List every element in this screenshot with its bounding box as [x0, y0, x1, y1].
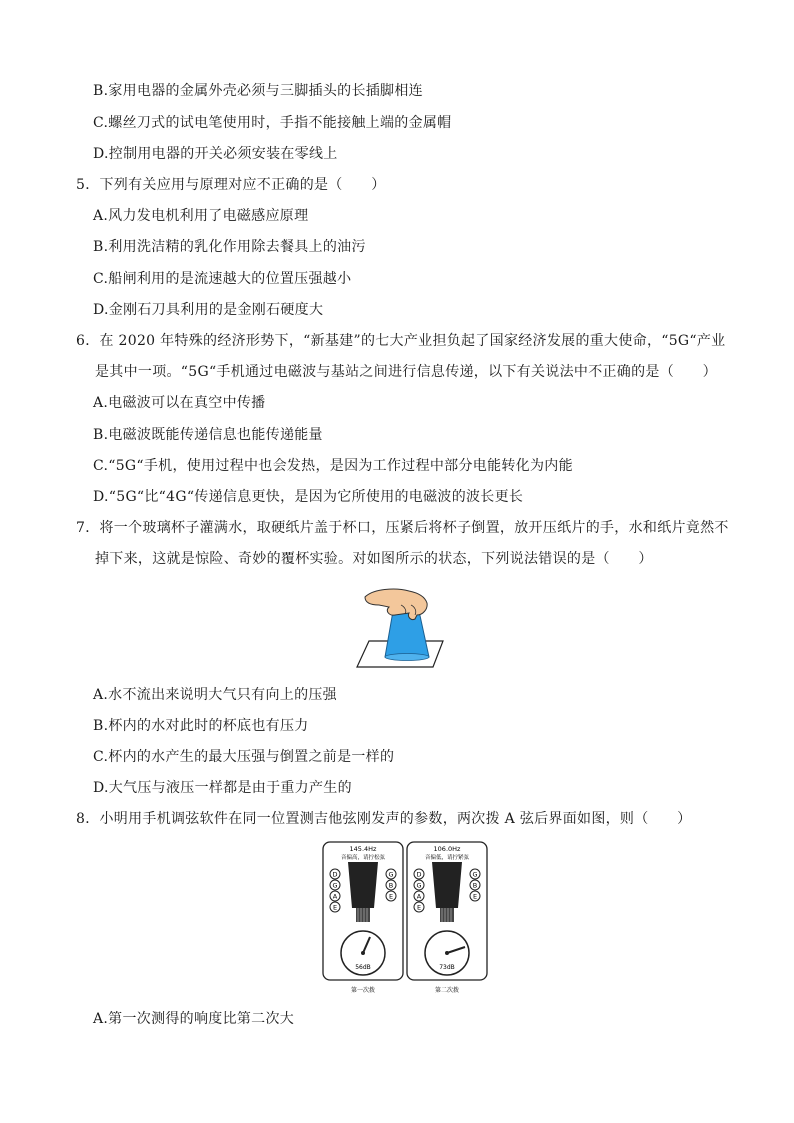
guitar-headstock-icon [432, 862, 462, 908]
option-label: A. [93, 687, 109, 703]
freq-readout: 145.4Hz [349, 845, 377, 853]
db-readout: 56dB [355, 964, 371, 971]
option-c [93, 113, 451, 133]
option-text: 控制用电器的开关必须安装在零线上 [108, 146, 338, 162]
tuning-hint: 音偏低，请拧紧弦 [424, 855, 470, 861]
water-cup [385, 611, 429, 657]
peg-label: B [472, 881, 478, 890]
option-label: C. [93, 271, 109, 287]
tuning-hint: 音偏高，请拧松弦 [340, 855, 386, 861]
option-label: B. [93, 239, 109, 255]
inverted-water-cup-icon [355, 583, 455, 673]
option-text: 螺丝刀式的试电笔使用时，手指不能接触上端的金属帽 [108, 115, 452, 131]
guitar-headstock-icon [348, 862, 378, 908]
tuner-panel-second [407, 842, 487, 980]
option-label: B. [93, 427, 109, 443]
panel-caption-second: 第二次拨 [434, 987, 460, 994]
option-text: 电磁波可以在真空中传播 [108, 395, 266, 411]
q5-option-d [93, 300, 323, 320]
option-b [93, 81, 423, 101]
peg-label: E [388, 892, 394, 901]
option-text: 利用洗洁精的乳化作用除去餐具上的油污 [108, 239, 366, 255]
peg-label: D [332, 870, 338, 879]
option-text: 杯内的水对此时的杯底也有压力 [108, 718, 309, 734]
peg-label: A [332, 892, 338, 901]
option-text: 第一次测得的响度比第二次大 [108, 1011, 295, 1027]
peg-label: A [416, 892, 422, 901]
option-label: C. [93, 115, 109, 131]
peg-label: G [388, 870, 394, 879]
option-text: “5G“手机，使用过程中也会发热，是因为工作过程中部分电能转化为内能 [108, 458, 573, 474]
option-label: D. [93, 489, 109, 505]
question-7-stem-line1: 7．将一个玻璃杯子灌满水，取硬纸片盖于杯口，压紧后将杯子倒置，放开压纸片的手，水和纸片竟然不 [76, 520, 729, 536]
q7-option-a [93, 685, 337, 705]
q8-option-a [93, 1009, 294, 1029]
option-label: C. [93, 458, 109, 474]
question-5-stem: 5．下列有关应用与原理对应不正确的是（ ） [76, 177, 386, 193]
option-label: D. [93, 146, 109, 162]
hand [365, 589, 427, 620]
option-label: A. [93, 395, 109, 411]
q5-option-b [93, 237, 366, 257]
peg-label: E [416, 903, 422, 912]
tuner-panel-first [323, 842, 403, 980]
option-d [93, 144, 338, 164]
option-label: C. [93, 749, 109, 765]
option-text: 船闸利用的是流速越大的位置压强越小 [108, 271, 352, 287]
peg-label: G [332, 881, 338, 890]
option-text: 大气压与液压一样都是由于重力产生的 [108, 780, 352, 796]
q6-option-b [93, 425, 323, 445]
question-6-stem-line2: 是其中一项。“5G“手机通过电磁波与基站之间进行信息传递，以下有关说法中不正确的是（ ） [95, 364, 717, 380]
peg-label: B [388, 881, 394, 890]
freq-readout: 106.0Hz [433, 845, 461, 853]
question-8-stem: 8．小明用手机调弦软件在同一位置测吉他弦刚发声的参数，两次拨 A 弦后界面如图，则（ ） [76, 811, 692, 827]
q6-option-d [93, 487, 523, 507]
option-label: B. [93, 718, 109, 734]
peg-label: G [472, 870, 478, 879]
peg-label: E [472, 892, 478, 901]
tuner-app-figure [320, 840, 490, 998]
panel-caption-first: 第一次拨 [350, 987, 376, 994]
option-label: B. [93, 83, 109, 99]
question-6-stem-line1: 6．在 2020 年特殊的经济形势下，“新基建”的七大产业担负起了国家经济发展的重大使命，“5G“产业 [76, 333, 726, 349]
q6-option-c [93, 456, 573, 476]
option-text: 水不流出来说明大气只有向上的压强 [108, 687, 337, 703]
option-text: 风力发电机利用了电磁感应原理 [108, 208, 309, 224]
option-text: 家用电器的金属外壳必须与三脚插头的长插脚相连 [108, 83, 423, 99]
q6-option-a [93, 393, 265, 413]
option-text: 杯内的水产生的最大压强与倒置之前是一样的 [108, 749, 395, 765]
q7-option-b [93, 716, 309, 736]
option-label: A. [93, 208, 109, 224]
option-label: A. [93, 1011, 109, 1027]
question-7-stem-line2: 掉下来，这就是惊险、奇妙的覆杯实验。对如图所示的状态，下列说法错误的是（ ） [95, 551, 653, 567]
option-label: D. [93, 780, 109, 796]
q5-option-c [93, 269, 351, 289]
q5-option-a [93, 206, 308, 226]
peg-label: D [416, 870, 422, 879]
q7-option-d [93, 778, 352, 798]
q7-option-c [93, 747, 394, 767]
option-text: 金刚石刀具利用的是金刚石硬度大 [108, 302, 324, 318]
db-readout: 73dB [439, 964, 455, 971]
option-text: 电磁波既能传递信息也能传递能量 [108, 427, 323, 443]
option-text: “5G“比“4G“传递信息更快，是因为它所使用的电磁波的波长更长 [108, 489, 524, 505]
peg-label: G [416, 881, 422, 890]
peg-label: E [332, 903, 338, 912]
option-label: D. [93, 302, 109, 318]
